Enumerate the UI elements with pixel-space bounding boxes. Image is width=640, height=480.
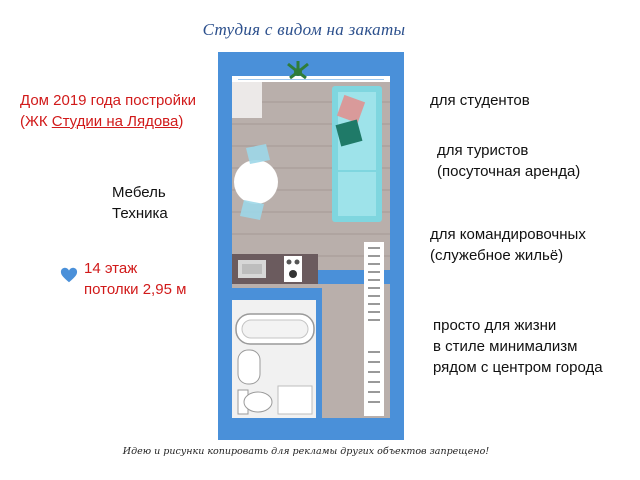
complex-name: (ЖК Студии на Лядова) [20,113,184,130]
audience-tourists: для туристов (посуточная аренда) [437,142,581,180]
table-icon [234,160,278,204]
sink-icon [238,260,266,278]
sofa-icon [332,86,382,222]
floor-info [84,258,186,300]
audience-students: для студентов [430,92,530,109]
page-title: Студия с видом на закаты [202,20,406,39]
heart-icon [60,266,78,284]
bathroom-wall [232,288,322,300]
audience-business: для командировочных (служебное жильё) [430,226,586,264]
floor-plan [218,52,404,440]
appliances-label: Техника [112,205,168,222]
audience-living: просто для жизни в стиле минимализм рядом с центром города [433,317,603,376]
copyright-notice: Идею и рисунки копировать для рекламы других объектов запрещено! [122,446,490,457]
floor-number: 14 этаж [84,260,138,277]
ceiling-height: потолки 2,95 м [84,281,187,298]
build-info [20,90,196,132]
bathtub-icon [236,314,314,344]
radiator-icon [364,242,384,416]
stove-icon [284,256,302,282]
furniture-label: Мебель [112,184,166,201]
complex-link[interactable]: Студии на Лядова [51,113,179,130]
shower-tray [278,386,312,414]
build-year: Дом 2019 года постройки [20,92,196,109]
furniture-info [112,182,168,224]
